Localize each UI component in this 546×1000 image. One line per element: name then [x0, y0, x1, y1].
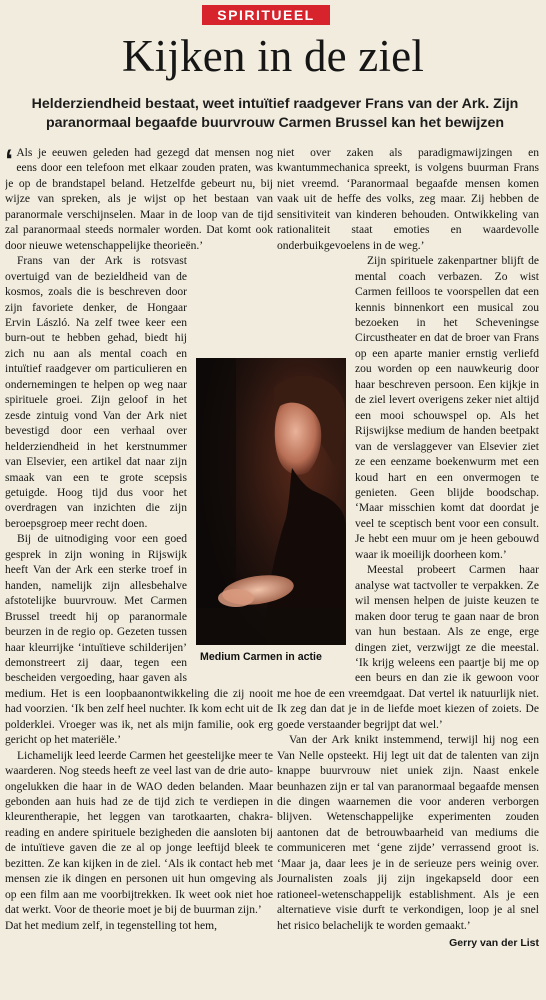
left-paragraph	[5, 146, 273, 254]
photo-caption: Medium Carmen in actie	[200, 651, 322, 663]
headline: Kijken in de ziel	[121, 31, 425, 81]
left-paragraph: Frans van der Ark is rotsvast overtuigd van de bezieldheid van de kosmos, zoals die is beschreven door zijn favoriete denker, de Hongaar Ervin László. Na zelf twee keer een burn-out te hebben gehad, biedt hij zich nu aan als mental coach en intuïtief raadgever om particulieren en ondernemingen te helpen op weg naar spirituele groei. Zijn geloof in het zesde zintuig vond Van der Ark niet bevestigd door een verhaal over helderziendheid in het kerstnummer van Elsevier, een artikel dat naar zijn smaak van een te grote scepsis getuigde. Hoog tijd dus voor het overdragen van inzichten die zijn beroepsgroep meer recht doen.	[5, 255, 187, 530]
left-paragraph-text: Als je eeuwen geleden had gezegd dat mensen nog eens door een telefoon met elkaar zouden praten, was je op de brandstapel beland. Hetzelfde gebeurt nu, bij wijze van spreken, als je wijst op het bestaan van paranormale verschijnselen. Maar in de loop van de tijd zal paranormaal steeds normaler worden. Dat komt ook door nieuwe wetenschappelijke theorieën.’	[5, 147, 273, 252]
left-paragraph: Bij de uitnodiging voor een goed gesprek in zijn woning in Rijswijk heeft Van der Ark een sterke troef in handen, namelijk zijn allesbehalve afstotelijke buurvrouw. Met Carmen Brussel treedt hij op paranormale beurzen in de regio op. Gezeten tussen haar kleurrijke ‘intuïtieve schilderijen’ demonstreert zij daar, tegen een bescheiden vergoeding, haar gaven als medium. Het is een loopbaanontwikkeling die zij nooit had voorzien. ‘Ik ben zelf heel nuchter. Ik kom echt uit de polderklei. Vroeger was ik, net als mijn familie, ook erg gericht op het materiële.’	[5, 533, 273, 747]
byline: Gerry van der List	[449, 937, 539, 950]
left-paragraph: Lichamelijk leed leerde Carmen het geestelijke meer te waarderen. Nog steeds heeft ze veel last van de drie auto-ongelukken die haar in de WAO deden belanden. Maar gebonden aan huis had ze de tijd zich te verdiepen in kleurentherapie, het leggen van tarotkaarten, chakra-reading en andere spirituele bezigheden die aansloten bij de intuïtieve gaven die ze al op jonge leeftijd bleek te bezitten. Ze kan kijken in de ziel. ‘Als ik contact heb met mensen zie ik dingen en personen uit hun omgeving als op een film aan me voorbijtrekken. Ik weet ook niet hoe dat werkt. Voor de theorie moet je bij de buurman zijn.’	[5, 749, 273, 917]
right-paragraph: niet over zaken als paradigmawijzingen en kwantummechanica spreekt, is volgens buurman Frans niet vreemd. ‘Paranormaal begaafde mensen komen vaak uit de heffe des volks, zeg maar. Zij hebben de sensitiviteit van kinderen behouden. Ontwikkeling van rationaliteit staat emoties en waardevolle onderbuikgevoelens in de weg.’	[277, 147, 539, 252]
medium-photo-illustration	[196, 358, 346, 645]
right-paragraph: Zijn spirituele zakenpartner blijft de mental coach verbazen. Zo wist Carmen feilloos te voorspellen dat een kennis binnenkort een musical zou bezoeken in het Scheveningse Circustheater en dat de broer van Frans op een aparte manier ernstig verliefd zou worden op een nauwkeurig door haar beschreven persoon. Een kijkje in de ziel levert overigens zeker niet altijd een mooi schouwspel op. Als het Rijswijkse medium de handen beetpakt van de verslaggever van Elsevier ziet ze een eenzame boekenwurm met een koud hart en een onvermogen te genieten. Geen blijde boodschap. ‘Maar misschien komt dat doordat je veel te sceptisch bent voor een consult. Je hebt een muur om je heen gebouwd waar ik moeilijk doorheen kom.’	[355, 255, 539, 561]
section-tag: SPIRITUEEL	[202, 5, 330, 25]
lead-paragraph: Helderziendheid bestaat, weet intuïtief raadgever Frans van der Ark. Zijn paranormaal begaafde buurvrouw Carmen Brussel kan het bewijzen	[31, 96, 519, 131]
right-paragraph: Meestal probeert Carmen haar analyse wat tactvoller te verpakken. Ze wil mensen helpen de juiste keuzen te maken door terug te gaan naar de bron van hun bestaan. Als ze enge, erge dingen ziet, verzwijgt ze die meestal. ‘Ik krijg weleens een paartje bij me op een beurs en dan zie ik gewoon voor me hoe de een vreemdgaat. Dat vertel ik natuurlijk niet. Ik zeg dan dat je in de liefde moet kiezen of zoiets. De goede verstaander begrijpt dat wel.’	[277, 564, 539, 731]
right-paragraph: Van der Ark knikt instemmend, terwijl hij nog een Van Nelle opsteekt. Hij legt uit dat de talenten van zijn knappe buurvrouw niet uniek zijn. Naast enkele beunhazen zijn er tal van paranormaal begaafde mensen die dingen waarnemen die voor anderen verborgen blijven. Wetenschappelijke experimenten zouden aantonen dat de betrouwbaarheid van mediums die communiceren met ‘gene zijde’ verrassend groot is. ‘Maar ja, daar lees je in de serieuze pers weinig over. Journalisten zoals jij zijn ingekapseld door een rationeel-wetenschappelijk establishment. Als je een alternatieve visie durft te verkondigen, loop je al snel het risico belachelijk te worden gemaakt.’	[277, 734, 539, 932]
quote-mark: ‘	[5, 146, 14, 177]
left-paragraph: Dat het medium zelf, in tegenstelling tot hem,	[5, 919, 217, 932]
medium-photo	[196, 358, 346, 645]
